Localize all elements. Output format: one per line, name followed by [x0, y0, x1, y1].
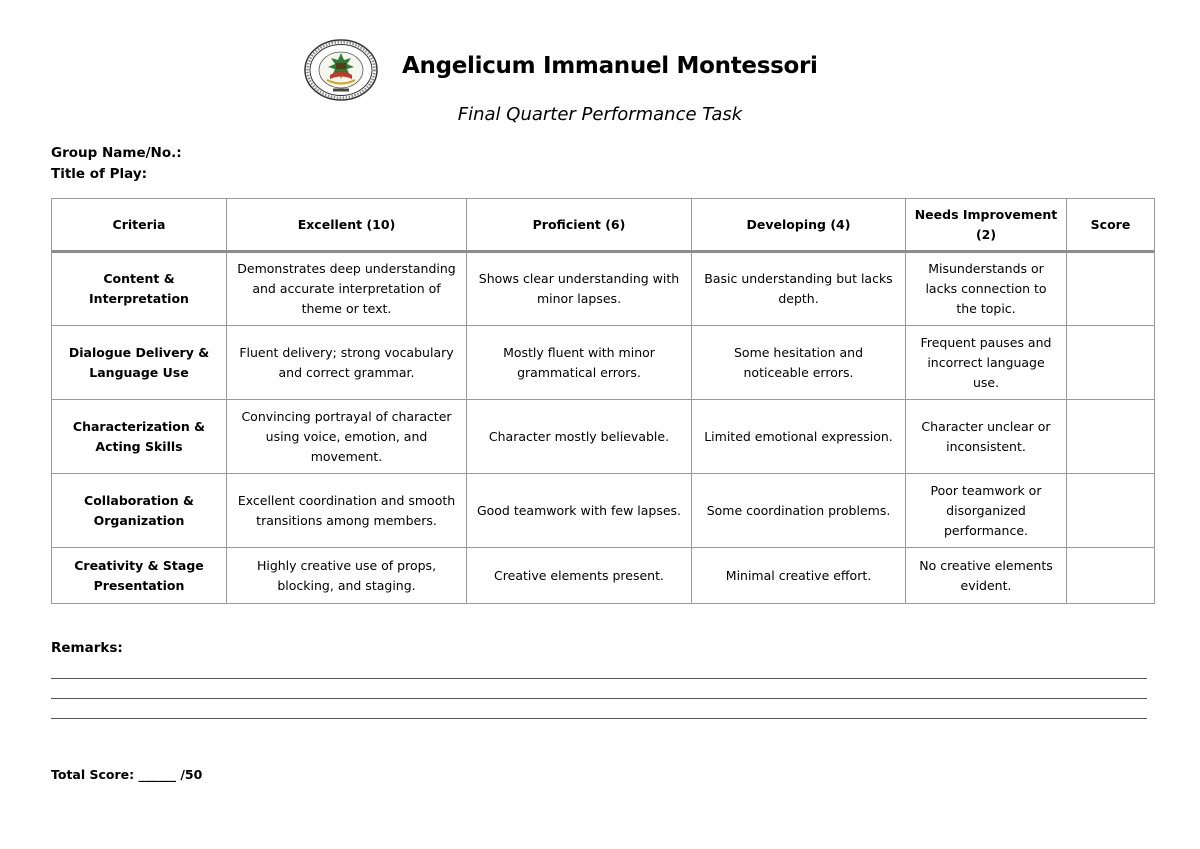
needs-improvement-cell: Misunderstands or lacks connection to the topic. — [906, 252, 1067, 326]
document-subtitle: Final Quarter Performance Task — [457, 104, 743, 125]
criteria-cell: Creativity & Stage Presentation — [52, 548, 227, 604]
header-criteria: Criteria — [52, 199, 227, 252]
excellent-cell: Excellent coordination and smooth transitions among members. — [227, 474, 467, 548]
excellent-cell: Convincing portrayal of character using voice, emotion, and movement. — [227, 400, 467, 474]
header-score: Score — [1067, 199, 1155, 252]
developing-cell: Some hesitation and noticeable errors. — [692, 326, 906, 400]
criteria-cell: Dialogue Delivery & Language Use — [52, 326, 227, 400]
proficient-cell: Mostly fluent with minor grammatical errors. — [467, 326, 692, 400]
developing-cell: Limited emotional expression. — [692, 400, 906, 474]
criteria-cell: Content & Interpretation — [52, 252, 227, 326]
remarks-line — [51, 678, 1147, 679]
needs-improvement-cell: Character unclear or inconsistent. — [906, 400, 1067, 474]
excellent-cell: Highly creative use of props, blocking, and staging. — [227, 548, 467, 604]
header-needs-improvement: Needs Improvement (2) — [906, 199, 1067, 252]
excellent-cell: Fluent delivery; strong vocabulary and correct grammar. — [227, 326, 467, 400]
needs-improvement-cell: No creative elements evident. — [906, 548, 1067, 604]
table-row — [52, 474, 1155, 548]
proficient-cell: Shows clear understanding with minor lapses. — [467, 252, 692, 326]
developing-cell: Basic understanding but lacks depth. — [692, 252, 906, 326]
table-row — [52, 400, 1155, 474]
needs-improvement-cell: Frequent pauses and incorrect language use. — [906, 326, 1067, 400]
remarks-line — [51, 718, 1147, 719]
score-cell — [1067, 548, 1155, 604]
developing-cell: Some coordination problems. — [692, 474, 906, 548]
rubric-table — [51, 198, 1155, 604]
proficient-cell: Character mostly believable. — [467, 400, 692, 474]
score-cell — [1067, 474, 1155, 548]
remarks-line — [51, 698, 1147, 699]
criteria-cell: Characterization & Acting Skills — [52, 400, 227, 474]
score-cell — [1067, 326, 1155, 400]
total-score-label: Total Score: ______ /50 — [51, 767, 203, 782]
needs-improvement-cell: Poor teamwork or disorganized performance. — [906, 474, 1067, 548]
proficient-cell: Good teamwork with few lapses. — [467, 474, 692, 548]
proficient-cell: Creative elements present. — [467, 548, 692, 604]
excellent-cell: Demonstrates deep understanding and accurate interpretation of theme or text. — [227, 252, 467, 326]
table-row — [52, 548, 1155, 604]
school-seal-icon — [303, 38, 379, 102]
header-excellent: Excellent (10) — [227, 199, 467, 252]
criteria-cell: Collaboration & Organization — [52, 474, 227, 548]
school-name: Angelicum Immanuel Montessori — [402, 53, 818, 79]
table-row — [52, 326, 1155, 400]
play-title-label: Title of Play: — [51, 166, 148, 182]
score-cell — [1067, 400, 1155, 474]
rubric-header-row — [52, 199, 1155, 252]
group-name-label: Group Name/No.: — [51, 145, 182, 161]
table-row — [52, 252, 1155, 326]
remarks-label: Remarks: — [51, 640, 123, 656]
score-cell — [1067, 252, 1155, 326]
header-proficient: Proficient (6) — [467, 199, 692, 252]
header-developing: Developing (4) — [692, 199, 906, 252]
document-header — [0, 38, 1200, 104]
developing-cell: Minimal creative effort. — [692, 548, 906, 604]
